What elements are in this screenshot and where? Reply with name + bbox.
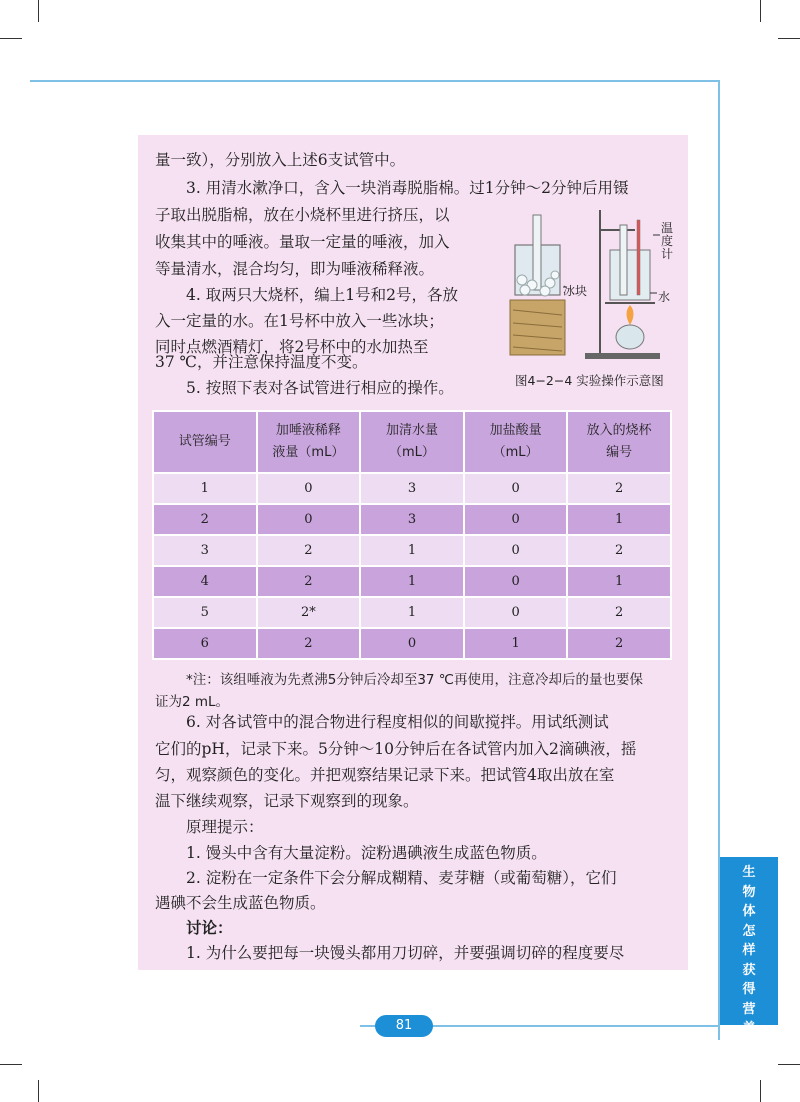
crop-mark <box>0 1064 22 1065</box>
table-row <box>153 597 671 628</box>
text-line: 收集其中的唾液。量取一定量的唾液，加入 <box>155 233 450 251</box>
table-cell: 0 <box>464 535 568 566</box>
table-row <box>153 535 671 566</box>
text-line: 2. 淀粉在一定条件下会分解成糊精、麦芽糖（或葡萄糖），它们 <box>186 869 617 887</box>
table-note: *注：该组唾液为先煮沸5分钟后冷却至37 ℃再使用，注意冷却后的量也要保 <box>186 672 643 688</box>
crop-mark <box>778 38 800 39</box>
hint-heading: 原理提示： <box>186 818 264 836</box>
crop-mark <box>38 0 39 22</box>
text-line: 入一定量的水。在1号杯中放入一些冰块； <box>155 312 444 330</box>
discussion-heading: 讨论： <box>186 919 233 937</box>
table-row <box>153 473 671 504</box>
side-tab-char: 物 <box>742 884 756 900</box>
table-cell: 2 <box>257 628 361 659</box>
text-line: 子取出脱脂棉，放在小烧杯里进行挤压，以 <box>155 206 450 224</box>
chapter-side-tab <box>720 857 778 1036</box>
page-number: 81 <box>375 1015 433 1037</box>
crop-mark <box>760 0 761 22</box>
alcohol-lamp <box>616 325 644 349</box>
crop-mark <box>778 1064 800 1065</box>
table-cell: 2 <box>567 535 671 566</box>
experiment-table <box>152 410 672 660</box>
flame <box>627 305 634 325</box>
side-tab-char: 样 <box>742 943 756 958</box>
text-line: 匀，观察颜色的变化。并把观察结果记录下来。把试管4取出放在室 <box>155 766 615 784</box>
crop-mark <box>38 1080 39 1102</box>
thermometer <box>637 220 640 295</box>
label-water: 水 <box>658 290 671 304</box>
table-cell: 2 <box>567 628 671 659</box>
text-line: 遇碘不会生成蓝色物质。 <box>155 894 326 912</box>
table-cell: 2 <box>257 535 361 566</box>
text-line: 4. 取两只大烧杯，编上1号和2号，各放 <box>186 286 458 304</box>
text-line: 37 ℃，并注意保持温度不变。 <box>155 353 368 371</box>
text-line: 量一致），分别放入上述6支试管中。 <box>155 151 406 169</box>
side-tab-char: 怎 <box>742 923 756 939</box>
table-cell: 1 <box>360 597 464 628</box>
text-line: 1. 为什么要把每一块馒头都用刀切碎，并要强调切碎的程度要尽 <box>186 944 625 962</box>
table-cell: 0 <box>257 473 361 504</box>
test-tube <box>620 225 627 295</box>
label-ice: 冰块 <box>563 284 588 298</box>
text-line: 3. 用清水漱净口，含入一块消毒脱脂棉。过1分钟～2分钟后用镊 <box>186 179 629 197</box>
side-tab-char: 获 <box>742 962 756 978</box>
table-row <box>153 566 671 597</box>
text-line: 5. 按照下表对各试管进行相应的操作。 <box>186 379 454 397</box>
table-cell: 0 <box>257 504 361 535</box>
heated-beaker <box>610 250 650 300</box>
table-cell: 1 <box>360 535 464 566</box>
table-cell: 1 <box>360 566 464 597</box>
table-cell: 6 <box>153 628 257 659</box>
stand-base <box>585 353 660 359</box>
table-cell: 1 <box>567 566 671 597</box>
table-cell: 1 <box>153 473 257 504</box>
table-cell: 0 <box>464 597 568 628</box>
table-cell: 0 <box>360 628 464 659</box>
text-line: 6. 对各试管中的混合物进行程度相似的间歇搅拌。用试纸测试 <box>186 713 609 731</box>
table-header: 试管编号 <box>153 411 257 473</box>
crop-mark <box>0 38 22 39</box>
test-tube <box>533 215 541 290</box>
table-cell: 0 <box>464 566 568 597</box>
table-cell: 1 <box>567 504 671 535</box>
table-cell: 0 <box>464 504 568 535</box>
crop-mark <box>760 1080 761 1102</box>
table-cell: 4 <box>153 566 257 597</box>
side-tab-char: 得 <box>742 982 756 997</box>
side-tab-char: 体 <box>742 904 756 919</box>
page-frame-top <box>30 80 720 82</box>
text-line: 温下继续观察，记录下观察到的现象。 <box>155 792 419 810</box>
table-cell: 2 <box>567 597 671 628</box>
table-cell: 0 <box>464 473 568 504</box>
table-note: 证为2 mL。 <box>155 694 230 710</box>
table-cell: 5 <box>153 597 257 628</box>
table-header: 加盐酸量 （mL） <box>464 411 568 473</box>
table-cell: 3 <box>153 535 257 566</box>
table-header: 加清水量 （mL） <box>360 411 464 473</box>
table-header: 加唾液稀释 液量（mL） <box>257 411 361 473</box>
label-thermometer: 温 度 计 <box>661 221 674 261</box>
table-row <box>153 504 671 535</box>
text-line: 1. 馒头中含有大量淀粉。淀粉遇碘液生成蓝色物质。 <box>186 844 547 862</box>
table-cell: 2* <box>257 597 361 628</box>
table-header-row <box>153 411 671 473</box>
figure-caption: 图4−2−4 实验操作示意图 <box>515 373 664 388</box>
table-header: 放入的烧杯 编号 <box>567 411 671 473</box>
text-line: 同时点燃酒精灯，将2号杯中的水加热至 <box>155 338 429 356</box>
text-line: 等量清水，混合均匀，即为唾液稀释液。 <box>155 260 435 278</box>
table-cell: 3 <box>360 473 464 504</box>
table-cell: 2 <box>567 473 671 504</box>
wood-block <box>510 300 565 355</box>
table-cell: 3 <box>360 504 464 535</box>
experiment-figure <box>505 205 675 365</box>
table-cell: 2 <box>153 504 257 535</box>
side-tab-char: 生 <box>742 865 756 880</box>
table-cell: 2 <box>257 566 361 597</box>
side-tab-char: 养 <box>742 1021 756 1036</box>
text-line: 它们的pH，记录下来。5分钟～10分钟后在各试管内加入2滴碘液，摇 <box>155 740 637 758</box>
table-cell: 1 <box>464 628 568 659</box>
table-row <box>153 628 671 659</box>
side-tab-char: 营 <box>742 1001 756 1017</box>
